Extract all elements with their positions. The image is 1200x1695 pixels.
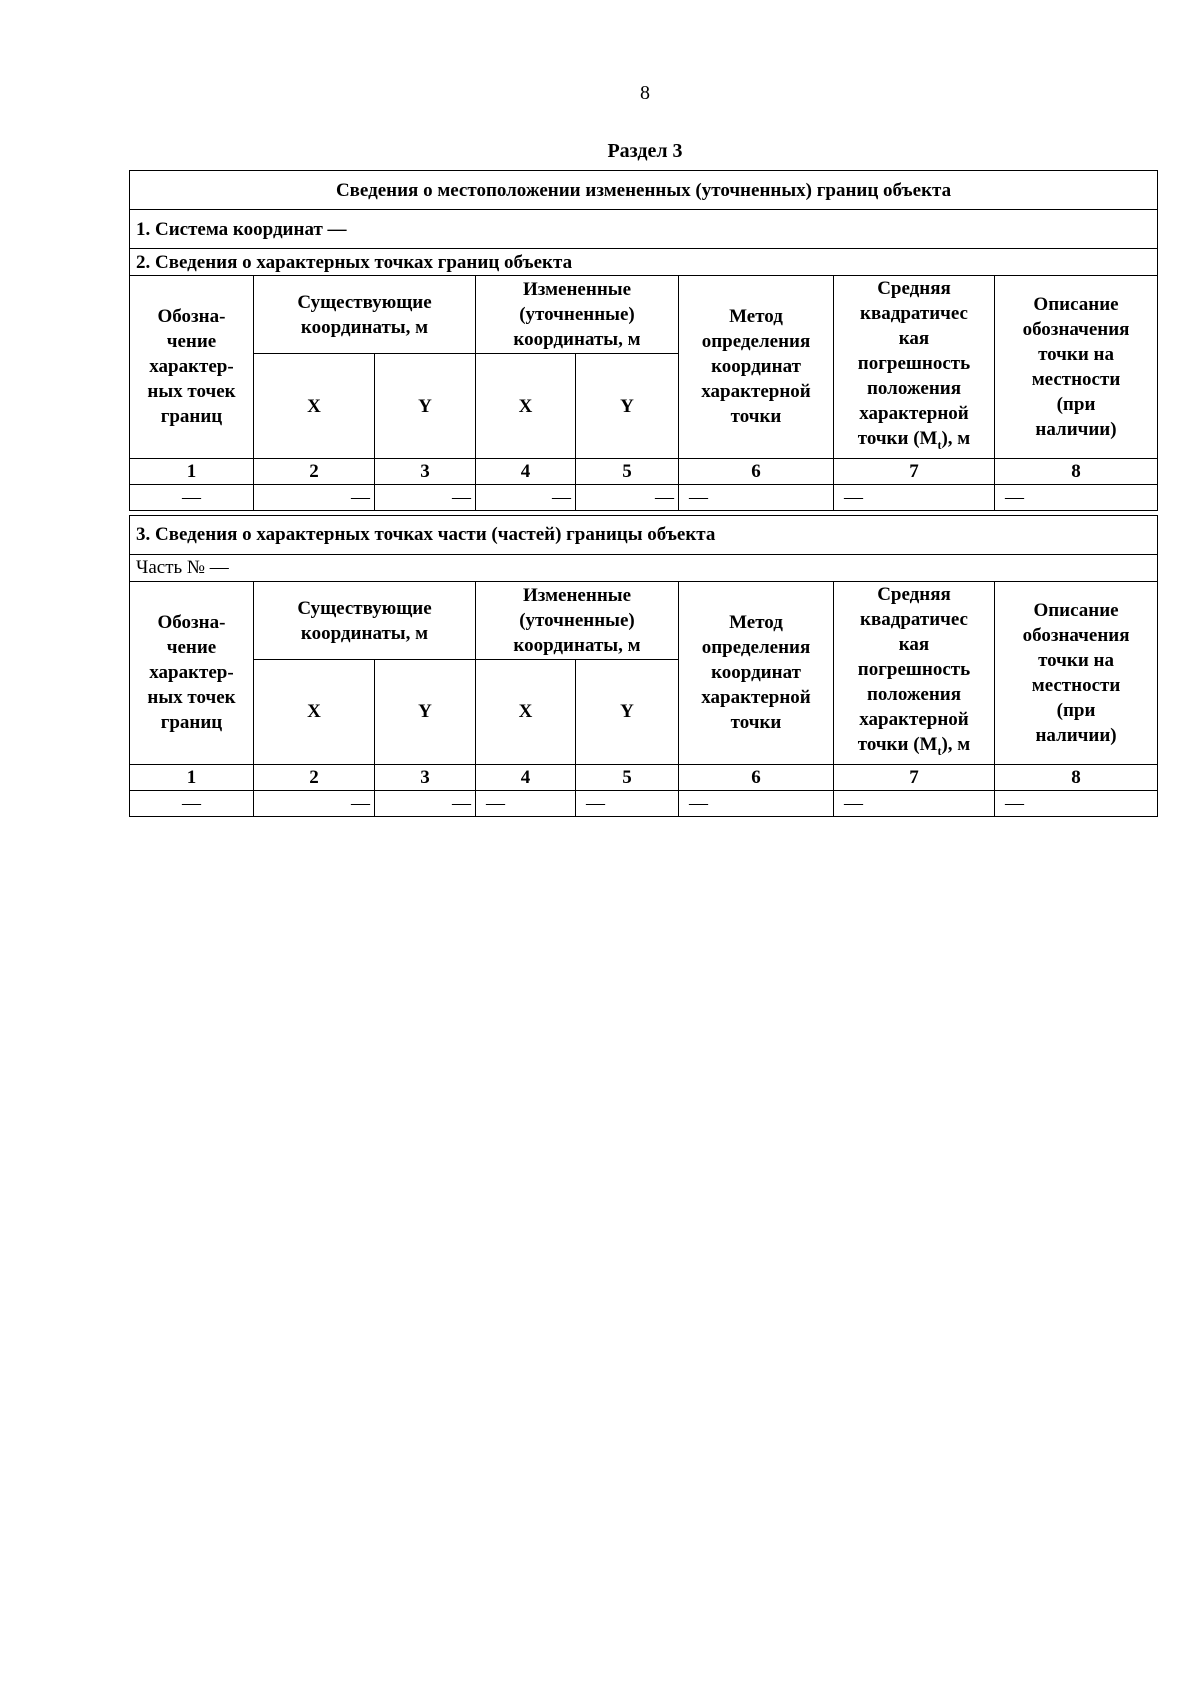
empty-value: — [834, 790, 995, 816]
empty-value: — [995, 790, 1158, 816]
points-heading: 2. Сведения о характерных точках границ объекта [130, 249, 1158, 276]
parts-heading: 3. Сведения о характерных точках части (частей) границы объекта [130, 515, 1158, 554]
empty-value: — [254, 790, 375, 816]
table-title: Сведения о местоположении измененных (уточненных) границ объекта [130, 171, 1158, 210]
column-number: 6 [679, 764, 834, 790]
designation-header: Обозна- чение характер- ных точек границ [130, 276, 254, 459]
existing-coords-header: Существующие координаты, м [254, 581, 476, 659]
changed-y-header: Y [576, 354, 679, 458]
column-number: 3 [375, 764, 476, 790]
changed-coords-header: Измененные (уточненные) координаты, м [476, 581, 679, 659]
existing-coords-header: Существующие координаты, м [254, 276, 476, 354]
column-number: 4 [476, 764, 576, 790]
empty-value: — [576, 484, 679, 510]
column-number: 1 [130, 764, 254, 790]
empty-value: — [375, 484, 476, 510]
existing-y-header: Y [375, 660, 476, 764]
column-number: 6 [679, 458, 834, 484]
section-title: Раздел 3 [607, 140, 683, 162]
empty-value: — [130, 484, 254, 510]
boundary-parts-table [129, 515, 1158, 817]
column-number: 8 [995, 764, 1158, 790]
column-number: 7 [834, 458, 995, 484]
column-number: 2 [254, 764, 375, 790]
method-header: Метод определения координат характерной точки [679, 276, 834, 459]
empty-value: — [476, 484, 576, 510]
column-number: 5 [576, 458, 679, 484]
column-number: 7 [834, 764, 995, 790]
page-number: 8 [640, 82, 650, 104]
method-header: Метод определения координат характерной точки [679, 581, 834, 764]
empty-value: — [130, 790, 254, 816]
empty-value: — [576, 790, 679, 816]
boundary-points-table [129, 170, 1158, 511]
empty-value: — [834, 484, 995, 510]
empty-value: — [679, 484, 834, 510]
column-number: 1 [130, 458, 254, 484]
changed-coords-header: Измененные (уточненные) координаты, м [476, 276, 679, 354]
description-header: Описание обозначения точки на местности (при наличии) [995, 581, 1158, 764]
existing-y-header: Y [375, 354, 476, 458]
empty-value: — [375, 790, 476, 816]
column-number: 4 [476, 458, 576, 484]
existing-x-header: X [254, 660, 375, 764]
changed-x-header: X [476, 660, 576, 764]
designation-header: Обозна- чение характер- ных точек границ [130, 581, 254, 764]
description-header: Описание обозначения точки на местности (при наличии) [995, 276, 1158, 459]
empty-value: — [995, 484, 1158, 510]
boundary-sheet [129, 170, 1157, 817]
coordinate-system: 1. Система координат — [130, 210, 1158, 249]
column-number: 3 [375, 458, 476, 484]
changed-y-header: Y [576, 660, 679, 764]
error-header: Средняя квадратичес кая погрешность положения характерной точки $(M_t)$, м [834, 581, 995, 764]
part-number: Часть № — [130, 554, 1158, 581]
column-number: 8 [995, 458, 1158, 484]
column-number: 2 [254, 458, 375, 484]
changed-x-header: X [476, 354, 576, 458]
existing-x-header: X [254, 354, 375, 458]
empty-value: — [476, 790, 576, 816]
empty-value: — [254, 484, 375, 510]
column-number: 5 [576, 764, 679, 790]
empty-value: — [679, 790, 834, 816]
error-header: Средняя квадратичес кая погрешность положения характерной точки $(M_t)$, м [834, 276, 995, 459]
